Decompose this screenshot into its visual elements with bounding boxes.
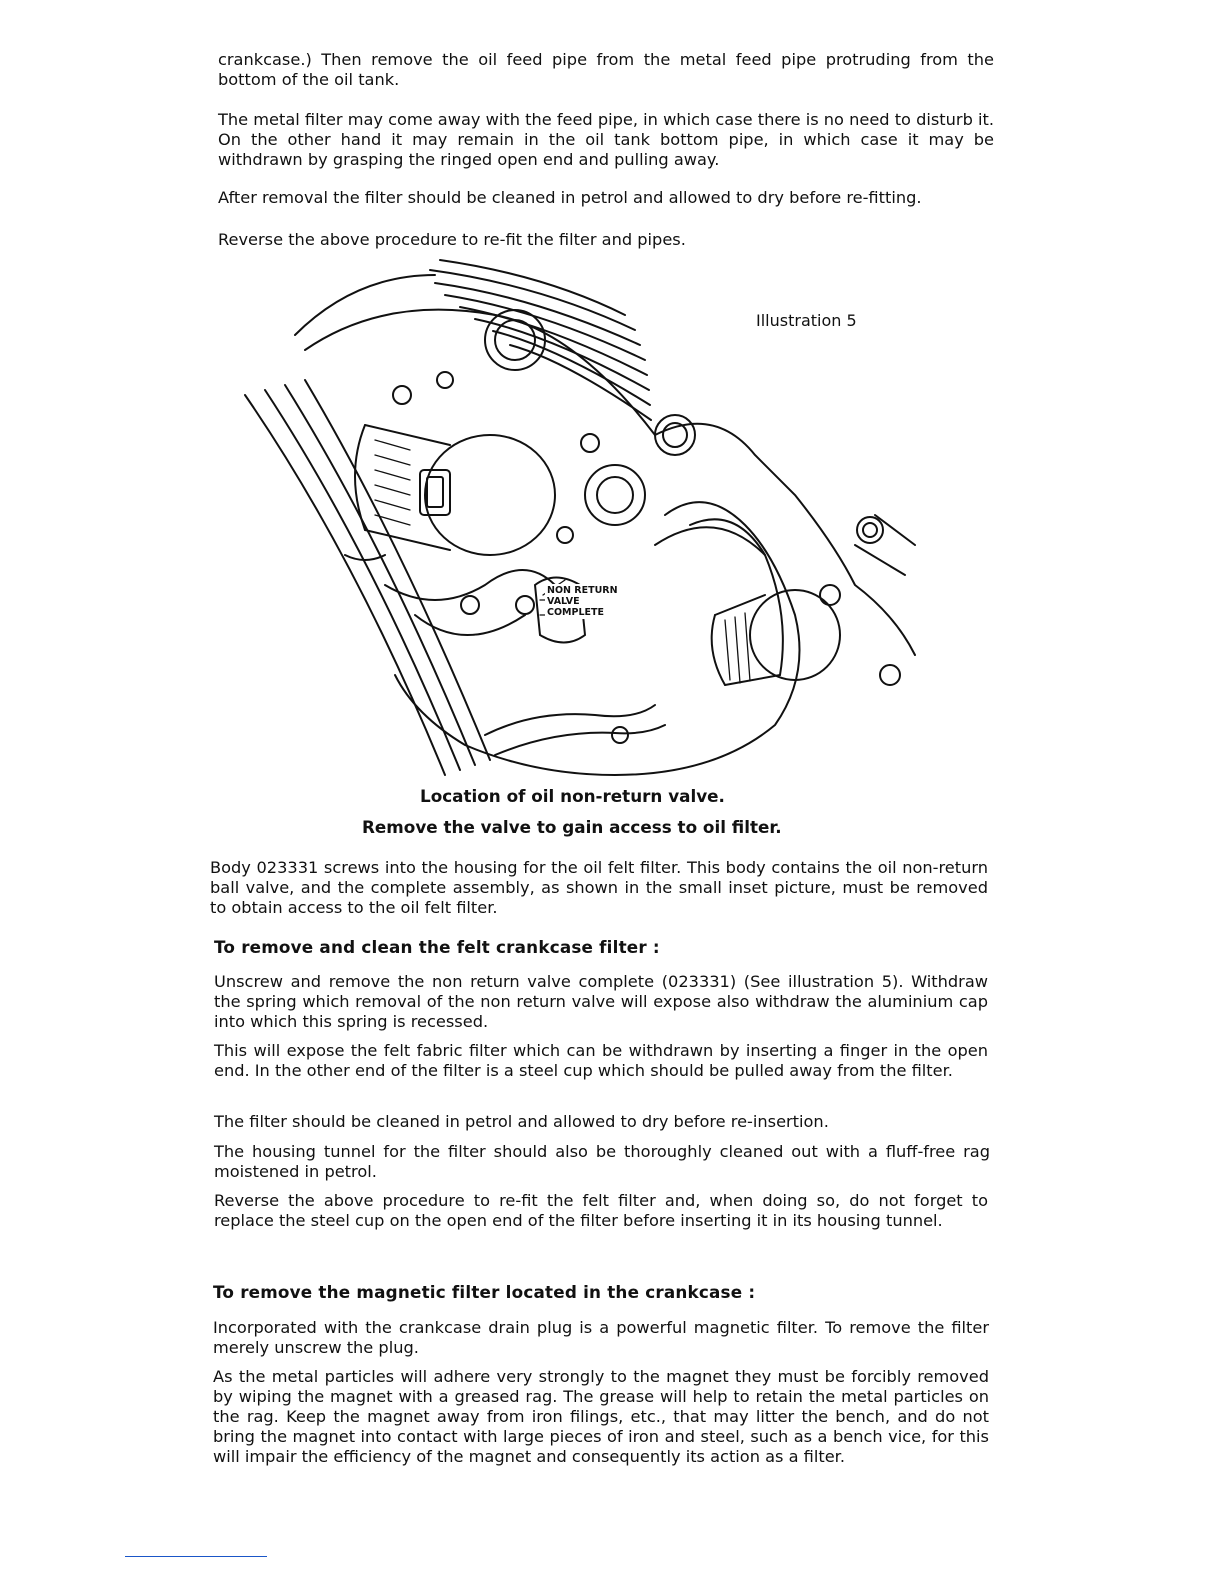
felt-paragraph-1: Unscrew and remove the non return valve complete (023331) (See illustration 5). Withdraw the spring which removal of the non return valve will expose also withdraw the aluminium cap into which this spring is recessed. bbox=[214, 972, 988, 1031]
intro-paragraph-2: The metal filter may come away with the feed pipe, in which case there is no need to disturb it. On the other hand it may remain in the oil tank bottom pipe, in which case it may be withdrawn by grasping the ringed open end and pulling away. bbox=[218, 110, 994, 169]
caption-line-1: Location of oil non-return valve. bbox=[420, 786, 725, 806]
caption-line-2: Remove the valve to gain access to oil filter. bbox=[362, 817, 782, 837]
inset-label-non-return-valve bbox=[545, 584, 620, 619]
body-paragraph: Body 023331 screws into the housing for the oil felt filter. This body contains the oil non-return ball valve, and the complete assembly, as shown in the small inset picture, must be removed to obtain access to the oil felt filter. bbox=[210, 858, 988, 917]
magnetic-paragraph-2: As the metal particles will adhere very strongly to the magnet they must be forcibly removed by wiping the magnet with a greased rag. The grease will help to retain the metal particles on the rag. Keep the magnet away from iron filings, etc., that may litter the bench, and do not bring the magnet into contact with large pieces of iron and steel, such as a bench vice, for this will impair the efficiency of the magnet and consequently its action as a filter. bbox=[213, 1367, 989, 1466]
inset-label-line1: NON RETURN bbox=[547, 585, 618, 596]
illustration-label: Illustration 5 bbox=[756, 311, 857, 330]
intro-paragraph-3: After removal the filter should be cleaned in petrol and allowed to dry before re-fitting. bbox=[218, 188, 922, 207]
engine-illustration bbox=[235, 255, 935, 780]
intro-paragraph-4: Reverse the above procedure to re-fit the filter and pipes. bbox=[218, 230, 686, 249]
section-heading-felt-filter: To remove and clean the felt crankcase filter : bbox=[214, 937, 660, 957]
footnote-divider bbox=[125, 1556, 267, 1557]
felt-paragraph-4: The housing tunnel for the filter should also be thoroughly cleaned out with a fluff-free rag moistened in petrol. bbox=[214, 1142, 990, 1181]
felt-paragraph-2: This will expose the felt fabric filter which can be withdrawn by inserting a finger in the open end. In the other end of the filter is a steel cup which should be pulled away from the filter. bbox=[214, 1041, 988, 1080]
inset-label-line3: COMPLETE bbox=[547, 607, 604, 618]
felt-paragraph-3: The filter should be cleaned in petrol and allowed to dry before re-insertion. bbox=[214, 1112, 829, 1131]
inset-label-line2: VALVE bbox=[547, 596, 580, 607]
magnetic-paragraph-1: Incorporated with the crankcase drain plug is a powerful magnetic filter. To remove the filter merely unscrew the plug. bbox=[213, 1318, 989, 1357]
intro-paragraph-1: crankcase.) Then remove the oil feed pipe from the metal feed pipe protruding from the bottom of the oil tank. bbox=[218, 50, 994, 89]
section-heading-magnetic-filter: To remove the magnetic filter located in the crankcase : bbox=[213, 1282, 756, 1302]
felt-paragraph-5: Reverse the above procedure to re-fit the felt filter and, when doing so, do not forget to replace the steel cup on the open end of the filter before inserting it in its housing tunnel. bbox=[214, 1191, 988, 1230]
